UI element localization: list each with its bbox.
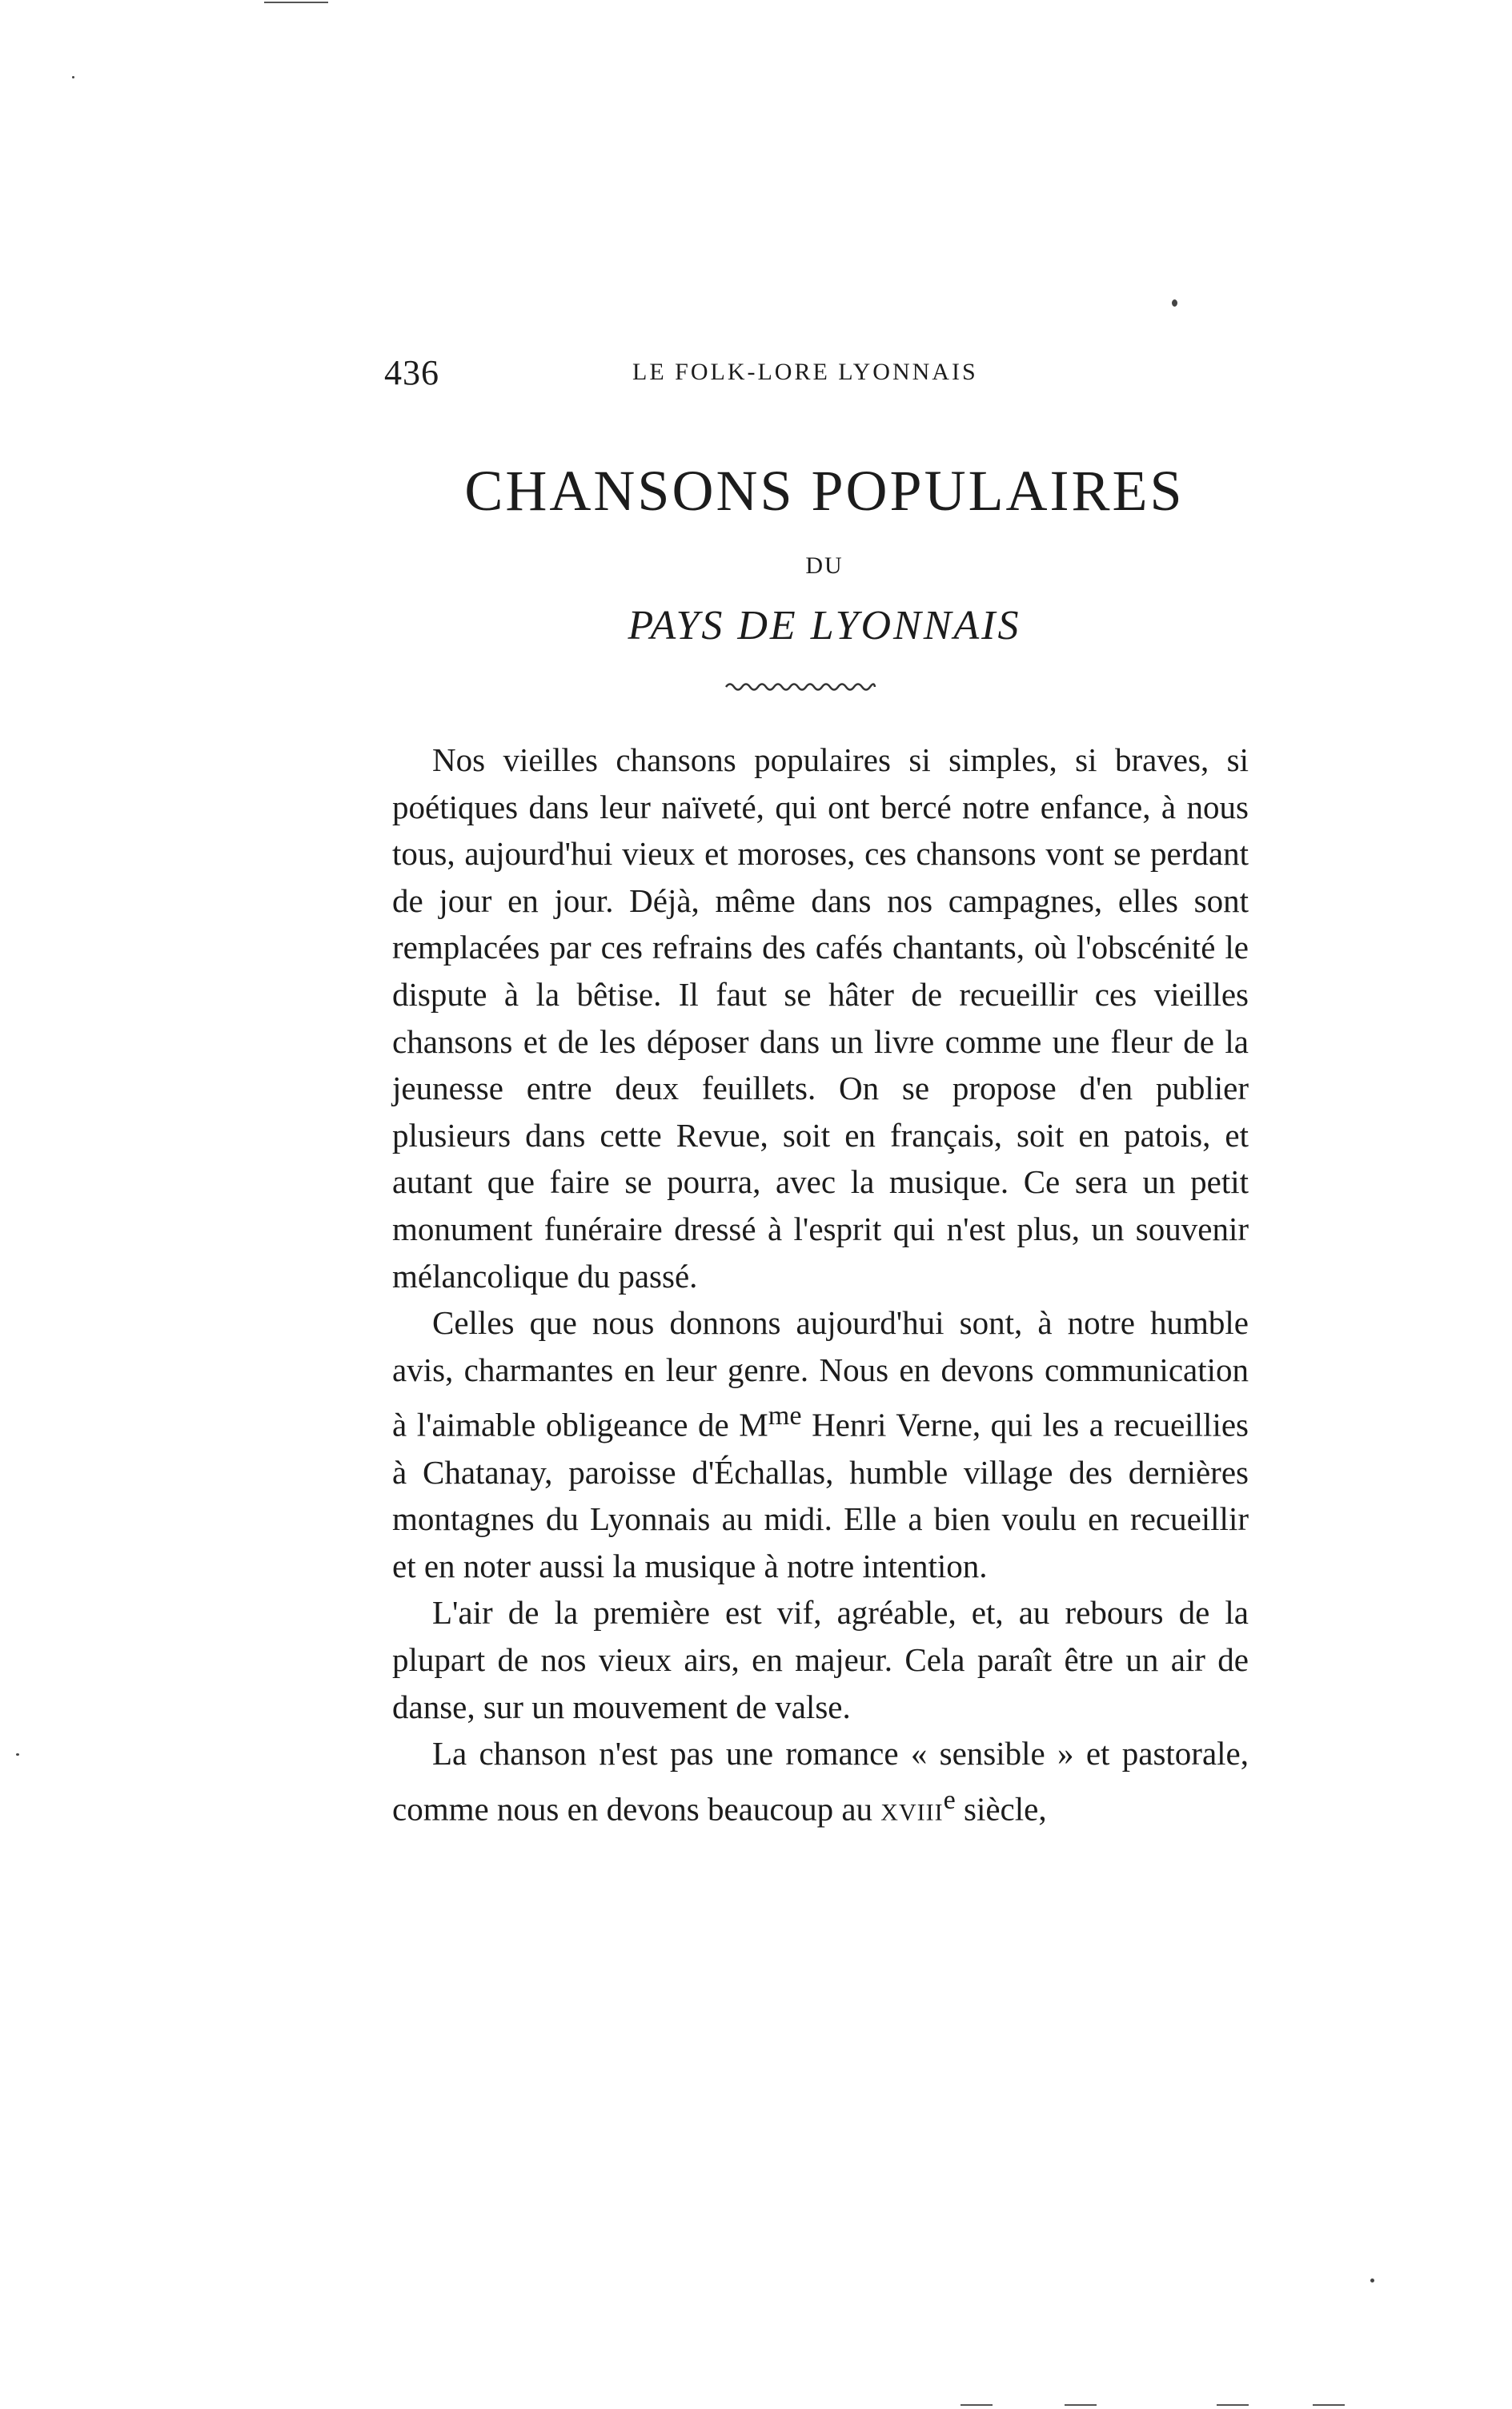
paragraph-2-text-b: Henri Verne, qui les a recueillies à Chatanay, paroisse d'Échallas, humble village des dernières montagnes du Lyonnais au midi. Elle a bien voulu en recueillir et en noter aussi la musique à notre intention.	[392, 1406, 1249, 1584]
scan-artifact-line	[1217, 2404, 1249, 2406]
page-number: 436	[384, 353, 439, 392]
scan-artifact-line	[1313, 2404, 1345, 2406]
paragraph-4-text-b: siècle,	[955, 1790, 1047, 1828]
scan-speck	[1172, 299, 1177, 307]
paragraph-2-text-a: Celles que nous donnons aujourd'hui sont, à notre humble avis, charmantes en leur genre. Nous en devons communication à l'aimable obligeance de M	[392, 1304, 1249, 1443]
century-numeral: XVIII	[880, 1799, 944, 1826]
paragraph-2-superscript: me	[768, 1401, 802, 1431]
paragraph-4	[392, 1730, 1249, 1837]
scan-artifact-line	[1065, 2404, 1097, 2406]
scan-artifact-line	[961, 2404, 993, 2406]
chapter-title: CHANSONS POPULAIRES	[464, 459, 1185, 523]
article-body	[392, 737, 1249, 1837]
century-superscript: e	[943, 1785, 956, 1815]
scan-artifact-line	[264, 2, 328, 3]
wavy-rule-ornament-icon	[724, 679, 876, 695]
scan-speck	[72, 76, 74, 78]
title-connector: DU	[805, 552, 844, 579]
paragraph-2	[392, 1299, 1249, 1589]
paragraph-3: L'air de la première est vif, agréable, et, au rebours de la plupart de nos vieux airs, en majeur. Cela paraît être un air de danse, sur un mouvement de valse.	[392, 1594, 1249, 1725]
paragraph-1: Nos vieilles chansons populaires si simples, si braves, si poétiques dans leur naïveté, qui ont bercé notre enfance, à nous tous, aujourd'hui vieux et moroses, ces chansons vont se perdant de jour en jour. Déjà, même dans nos campagnes, elles sont remplacées par ces refrains des cafés chantants, où l'obscénité le dispute à la bêtise. Il faut se hâter de recueillir ces vieilles chansons et de les déposer dans un livre comme une fleur de la jeunesse entre deux feuillets. On se propose d'en publier plusieurs dans cette Revue, soit en français, soit en patois, et autant que faire se pourra, avec la musique. Ce sera un petit monument funéraire dressé à l'esprit qui n'est plus, un souvenir mélancolique du passé.	[392, 741, 1249, 1295]
running-head	[384, 352, 1265, 400]
scan-speck	[16, 1753, 19, 1756]
paragraph-4-text-a: La chanson n'est pas une romance « sensible » et pastorale, comme nous en devons beaucoup au	[392, 1735, 1249, 1828]
chapter-subtitle: PAYS DE LYONNAIS	[628, 603, 1021, 648]
running-title: LE FOLK-LORE LYONNAIS	[632, 359, 978, 385]
scan-speck	[1370, 2279, 1374, 2283]
